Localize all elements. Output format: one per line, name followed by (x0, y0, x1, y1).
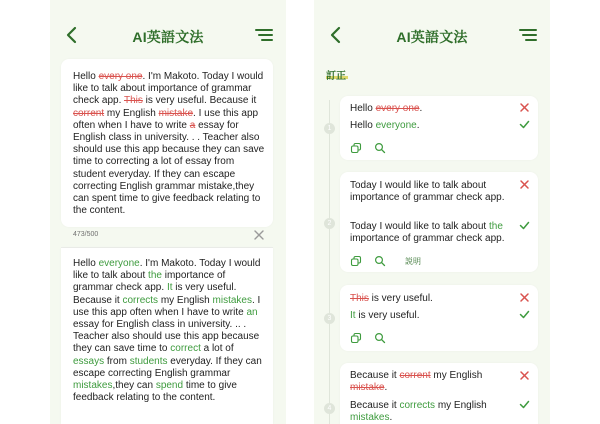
cross-icon (519, 370, 530, 381)
correction-card (340, 172, 538, 272)
corrections-screen (314, 0, 550, 424)
error-text: mistake (158, 107, 194, 119)
fix-text: It (350, 310, 356, 321)
text-segment: Hello (73, 258, 99, 269)
corrected-text (73, 258, 265, 404)
original-sentence (350, 103, 516, 115)
text-segment: essay for English class in university. .. . Teacher also should use this app because they can save time to (73, 319, 260, 355)
correction-card (340, 363, 538, 424)
error-text: corrent (73, 107, 105, 119)
card-actions (350, 255, 430, 267)
text-segment: . (389, 412, 393, 424)
step-number: 4 (324, 403, 335, 414)
input-text-area[interactable] (61, 59, 273, 227)
step-number: 2 (324, 218, 335, 229)
text-segment: my English (104, 107, 159, 119)
section-title: 訂正 (326, 71, 346, 82)
error-text: mistake (350, 382, 385, 394)
text-segment: . I'm Makoto. Today I would like to talk about importance of grammar check app. (73, 71, 264, 107)
fix-text: the (148, 270, 162, 282)
text-segment: a lot of (200, 343, 234, 355)
step-number: 1 (324, 123, 335, 134)
app-title: AI英語文法 (132, 29, 204, 45)
corrected-sentence (350, 120, 516, 132)
text-segment: time to give feedback relating to the content. (73, 380, 237, 404)
text-segment: everyday. If they can escape correcting English grammar (73, 355, 262, 379)
search-icon[interactable] (374, 332, 386, 344)
error-text: This (123, 95, 143, 107)
error-text: corrent (399, 370, 431, 381)
corrected-sentence (350, 310, 516, 322)
check-icon (519, 220, 530, 231)
copy-icon[interactable] (350, 142, 362, 154)
check-icon (519, 399, 530, 410)
fix-text: It (166, 282, 173, 294)
fix-text: corrects (399, 400, 436, 411)
search-icon[interactable] (374, 255, 386, 267)
text-segment: is very useful. (368, 293, 433, 304)
text-segment: Hello (73, 71, 99, 82)
fix-text: corrects (122, 294, 159, 306)
corrected-sentence (350, 221, 516, 246)
app-title: AI英語文法 (396, 29, 468, 45)
text-segment: . (419, 103, 423, 114)
text-segment: . I use this app often when I have to write (73, 294, 261, 318)
text-segment: importance of grammar check app. (350, 233, 505, 245)
text-segment: . I use this app often when I have to write (73, 107, 259, 131)
text-segment: is very useful. Because it (73, 282, 237, 306)
text-segment: from (104, 355, 130, 367)
fix-text: essays (73, 355, 105, 367)
timeline-line (329, 100, 330, 424)
check-icon (519, 309, 530, 320)
step-number: 3 (324, 313, 335, 324)
input-text (73, 71, 265, 217)
cross-icon (519, 102, 530, 113)
fix-text: everyone (375, 120, 417, 131)
fix-text: mistakes (212, 294, 252, 306)
correction-card (340, 96, 538, 160)
fix-text: mistakes (73, 380, 113, 392)
original-sentence (350, 370, 516, 395)
original-sentence (350, 293, 516, 305)
copy-icon[interactable] (350, 332, 362, 344)
correction-card (340, 285, 538, 351)
text-segment: is very useful. (355, 310, 420, 321)
error-text: every one (375, 103, 420, 114)
cross-icon (519, 292, 530, 303)
fix-text: an (246, 306, 258, 318)
app-header (314, 0, 550, 72)
text-segment: Hello (350, 103, 376, 114)
explain-button[interactable]: 説明 (405, 257, 421, 266)
text-segment: Today I would like to talk about (350, 221, 489, 232)
fix-text: the (488, 221, 503, 232)
text-segment: . I'm Makoto. Today I would like to talk about (73, 258, 261, 282)
text-segment: my English (435, 400, 487, 411)
fix-text: students (129, 355, 168, 367)
text-segment: . (384, 382, 388, 394)
text-segment: my English (158, 294, 213, 306)
corrected-sentence (350, 400, 516, 424)
fix-text: spend (155, 380, 184, 392)
text-segment: Hello (350, 120, 376, 131)
error-text: This (350, 293, 369, 304)
input-screen (50, 0, 286, 424)
text-segment: my English (430, 370, 483, 381)
text-segment: importance of grammar check app. (73, 270, 226, 294)
text-segment: ,they can (112, 380, 156, 392)
text-segment: Today I would like to talk about importance of grammar check app. (350, 180, 505, 204)
fix-text: everyone (98, 258, 140, 269)
error-text: every one (98, 71, 143, 82)
character-count: 473/500 (73, 231, 99, 238)
copy-icon[interactable] (350, 255, 362, 267)
error-text: a (189, 119, 196, 131)
close-icon[interactable] (253, 229, 265, 241)
input-footer (61, 228, 273, 246)
text-segment: Because it (350, 370, 400, 381)
check-icon (519, 119, 530, 130)
text-segment: . (416, 120, 420, 131)
text-segment: is very useful. Because it (142, 95, 257, 107)
corrected-text-panel (61, 248, 273, 424)
fix-text: mistakes (350, 412, 390, 424)
text-segment: essay for English class in university. . . Teacher also should use this app because they can save time to correcting a lot of essay from student everyday. If they can escape correcting English grammar mistake,they can spent time to give feedback relating to the content. (73, 119, 265, 217)
search-icon[interactable] (374, 142, 386, 154)
fix-text: correct (170, 343, 201, 355)
menu-icon[interactable] (518, 25, 538, 45)
original-sentence (350, 180, 516, 205)
cross-icon (519, 179, 530, 190)
menu-icon[interactable] (254, 25, 274, 45)
text-segment: Because it (350, 400, 400, 411)
